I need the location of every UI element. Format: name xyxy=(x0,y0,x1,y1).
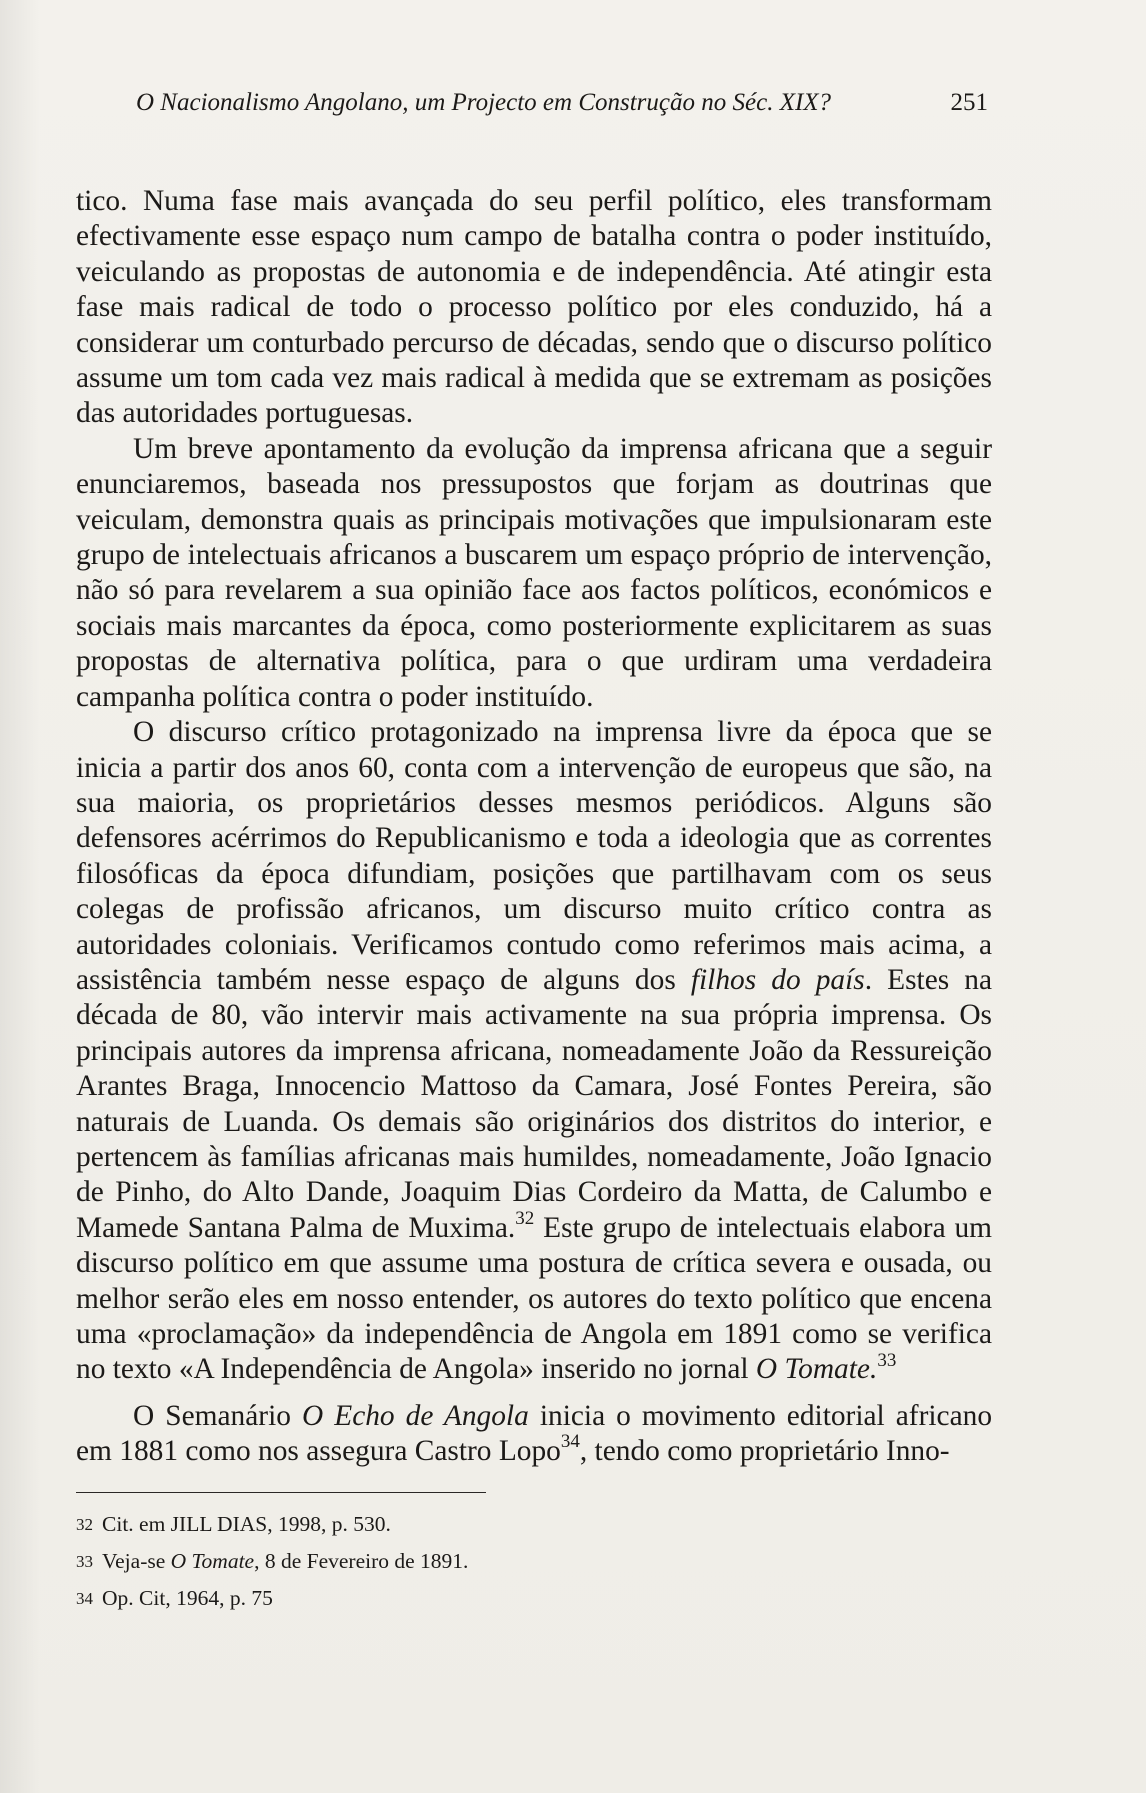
footnote-text: , 8 de Fevereiro de 1891. xyxy=(254,1549,469,1573)
body-text xyxy=(76,184,992,1470)
footnote-33 xyxy=(76,1543,976,1580)
footnote-divider xyxy=(76,1492,486,1493)
paragraph-3 xyxy=(76,715,992,1388)
paragraph-4 xyxy=(76,1399,992,1470)
footnote-32 xyxy=(76,1506,976,1543)
paragraph-4-text: inicia o movimento editorial africano em 1881 como nos assegura Castro Lopo xyxy=(76,1399,993,1468)
emphasis-o-tomate: O Tomate. xyxy=(755,1353,878,1386)
page-number: 251 xyxy=(950,89,988,116)
footnote-number: 34 xyxy=(76,1589,93,1608)
footnote-34 xyxy=(76,1580,976,1617)
paragraph-3-text: Este grupo de intelectuais elabora um discurso político em que assume uma postura de crítica severa e ousada, ou melhor serão eles em nosso entender, os autores do texto político que encena uma «proclamação» da independência de Angola em 1891 como se verifica no texto «A Independência de Angola» inserido no jornal xyxy=(76,1211,992,1386)
footnote-text: Op. Cit, 1964, p. 75 xyxy=(102,1586,273,1610)
paragraph-4-text: O Semanário xyxy=(133,1399,302,1432)
paragraph-2: Um breve apontamento da evolução da imprensa africana que a seguir enunciaremos, baseada nos pressupostos que forjam as doutrinas que veiculam, demonstra quais as principais motivações que impulsionaram este grupo de intelectuais africanos a buscarem um espaço próprio de intervenção, não só para revelarem a sua opinião face aos factos políticos, económicos e sociais mais marcantes da época, como posteriormente explicitarem as suas propostas de alternativa política, para o que urdiram uma verdadeira campanha política contra o poder instituído. xyxy=(76,432,992,713)
emphasis-o-echo-de-angola: O Echo de Angola xyxy=(301,1399,529,1432)
footnote-ref-34[interactable]: 34 xyxy=(560,1431,580,1453)
footnote-number: 32 xyxy=(76,1515,93,1534)
footnote-italic-title: O Tomate xyxy=(170,1549,255,1573)
footnote-text: Cit. em JILL DIAS, 1998, p. 530. xyxy=(102,1512,391,1536)
paragraph-4-text: , tendo como proprietário Inno- xyxy=(579,1435,950,1468)
paragraph-3-text: . Estes na década de 80, vão intervir mais activamente na sua própria imprensa. Os principais autores da imprensa africana, nomeadamente João da Ressureição Arantes Braga, Innocencio Mattoso da Camara, José Fontes Pereira, são naturais de Luanda. Os demais são originários dos distritos do interior, e pertencem às famílias africanas mais humildes, nomeadamente, João Ignacio de Pinho, do Alto Dande, Joaquim Dias Cordeiro da Matta, de Calumbo e Mamede Santana Palma de Muxima. xyxy=(76,963,993,1244)
footnote-ref-32[interactable]: 32 xyxy=(515,1207,535,1229)
paragraph-3-text: O discurso crítico protagonizado na imprensa livre da época que se inicia a partir dos anos 60, conta com a intervenção de europeus que são, na sua maioria, os proprietários desses mesmos periódicos. Alguns são defensores acérrimos do Republicanismo e toda a ideologia que as correntes filosóficas da época difundiam, posições que partilhavam com os seus colegas de profissão africanos, um discurso muito crítico contra as autoridades coloniais. Verificamos contudo como referimos mais acima, a assistência também nesse espaço de alguns dos xyxy=(76,716,992,996)
footnote-number: 33 xyxy=(76,1552,93,1571)
emphasis-filhos-do-pais: filhos do país xyxy=(690,963,865,996)
footnote-ref-33[interactable]: 33 xyxy=(877,1349,897,1371)
footnotes xyxy=(76,1506,976,1617)
footnote-text: Veja-se xyxy=(102,1549,171,1573)
paragraph-1: tico. Numa fase mais avançada do seu perfil político, eles transformam efectivamente esse espaço num campo de batalha contra o poder instituído, veiculando as propostas de autonomia e de independência. Até atingir esta fase mais radical de todo o processo político por eles conduzido, há a considerar um conturbado percurso de décadas, sendo que o discurso político assume um tom cada vez mais radical à medida que se extremam as posições das autoridades portuguesas. xyxy=(76,185,992,430)
running-head xyxy=(136,86,988,120)
running-title: O Nacionalismo Angolano, um Projecto em Construção no Séc. XIX? xyxy=(136,89,832,116)
